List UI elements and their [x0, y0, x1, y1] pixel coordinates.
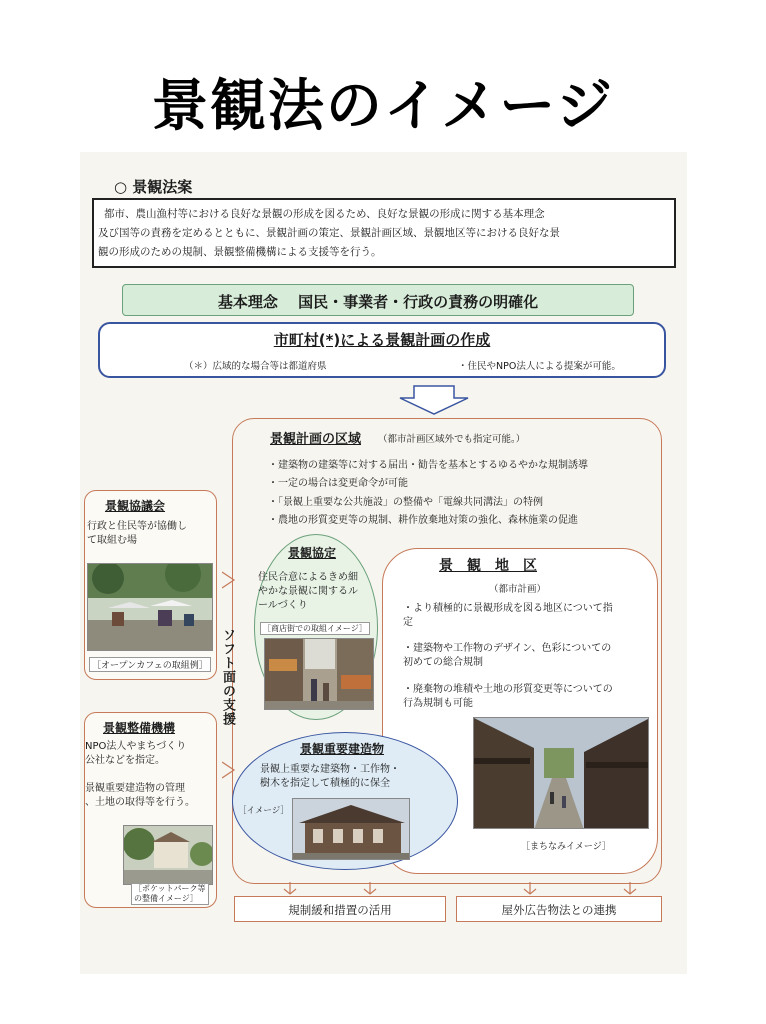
- townscape-photo: [473, 717, 649, 829]
- district-item: 行為規制も可能: [403, 698, 473, 709]
- page-title: 景観法のイメージ: [151, 74, 615, 139]
- improvement-organization-box: [84, 712, 217, 908]
- organization-desc: 、土地の取得等を行う。: [85, 797, 195, 808]
- bill-heading: ○ 景観法案: [114, 178, 193, 196]
- council-desc: 行政と住民等が協働し: [87, 521, 187, 532]
- district-item: ・より積極的に景観形成を図る地区について指: [403, 603, 613, 614]
- plan-area-bullet: ・建築物の建築等に対する届出・勧告を基本とするゆるやかな規制誘導: [268, 460, 588, 471]
- bottom-connector-arrows: [270, 882, 660, 896]
- landscape-plan-box: [98, 322, 666, 378]
- landscape-council-box: [84, 490, 217, 680]
- pocket-park-caption-line: の整備イメージ］: [134, 894, 198, 903]
- organization-title: 景観整備機構: [103, 721, 176, 735]
- district-item: 定: [403, 617, 413, 628]
- plan-area-bullet: ・農地の形質変更等の規制、耕作放棄地対策の強化、森林施業の促進: [268, 515, 578, 526]
- plan-area-bullet: ・「景観上重要な公共施設」の整備や「電線共同溝法」の特例: [268, 497, 543, 508]
- organization-desc: NPO法人やまちづくり: [85, 741, 187, 752]
- council-title: 景観協議会: [105, 499, 166, 513]
- landscape-plan-title: 市町村(*)による景観計画の作成: [273, 331, 491, 349]
- district-title: 景 観 地 区: [439, 558, 537, 574]
- pocket-park-caption-line: ［ポケットパーク等: [134, 884, 206, 893]
- district-subtitle: （都市計画）: [489, 584, 547, 595]
- council-desc: て取組む場: [87, 535, 137, 546]
- important-building-desc: 樹木を指定して積極的に保全: [260, 778, 390, 789]
- landscape-plan-note: （＊）広域的な場合等は都道府県: [184, 361, 327, 372]
- outdoor-ad-text: 屋外広告物法との連携: [501, 903, 617, 917]
- plan-area-bullet: ・一定の場合は変更命令が可能: [268, 478, 408, 489]
- district-item: 初めての総合規制: [403, 657, 483, 668]
- deregulation-box: [234, 896, 446, 922]
- agreement-desc: 住民合意によるきめ細: [258, 572, 358, 583]
- bill-description-box: [92, 198, 676, 268]
- townscape-caption: ［まちなみイメージ］: [521, 842, 611, 852]
- plan-area-title-note: （都市計画区域外でも指定可能。）: [378, 434, 526, 445]
- important-building-title: 景観重要建造物: [300, 742, 385, 756]
- historic-building-photo: [292, 798, 410, 860]
- council-caption: ［オープンカフェの取組例］: [89, 657, 211, 672]
- district-item: ・廃棄物の堆積や土地の形質変更等についての: [403, 684, 613, 695]
- plan-area-title: 景観計画の区域: [270, 432, 362, 447]
- shopping-street-photo: [264, 638, 374, 710]
- important-building-caption: ［イメージ］: [238, 806, 289, 816]
- pocket-park-photo: [123, 825, 213, 885]
- bill-description-line: 都市、農山漁村等における良好な景観の形成を図るため、良好な景観の形成に関する基本理念: [104, 208, 545, 220]
- diagram-sheet: [80, 152, 687, 974]
- district-item: ・建築物や工作物のデザイン、色彩についての: [403, 643, 612, 654]
- organization-desc: 公社などを指定。: [85, 755, 165, 766]
- agreement-desc: やかな景観に関するル: [258, 586, 358, 597]
- agreement-desc: ールづくり: [258, 600, 308, 611]
- agreement-caption: ［商店街での取組イメージ］: [260, 622, 370, 635]
- important-building-desc: 景観上重要な建築物・工作物・: [260, 764, 400, 775]
- bill-description-line: 及び国等の責務を定めるとともに、景観計画の策定、景観計画区域、景観地区等における良好な景: [98, 227, 560, 239]
- outdoor-ad-box: [456, 896, 662, 922]
- organization-desc: 景観重要建造物の管理: [85, 783, 185, 794]
- pocket-park-caption: [131, 883, 209, 905]
- agreement-title: 景観協定: [288, 546, 337, 560]
- open-cafe-photo: [87, 563, 213, 651]
- bill-description-line: 観の形成のための規制、景観整備機構による支援等を行う。: [98, 246, 382, 258]
- proposal-note: ・住民やNPO法人による提案が可能。: [458, 361, 621, 372]
- soft-support-label: ソフト面の支援: [220, 628, 235, 726]
- basic-principle-text: 基本理念 国民・事業者・行政の責務の明確化: [217, 293, 539, 311]
- deregulation-text: 規制緩和措置の活用: [288, 903, 392, 917]
- basic-principle-box: [122, 284, 634, 316]
- down-arrow-icon: [394, 384, 474, 416]
- support-arrows: [222, 552, 236, 782]
